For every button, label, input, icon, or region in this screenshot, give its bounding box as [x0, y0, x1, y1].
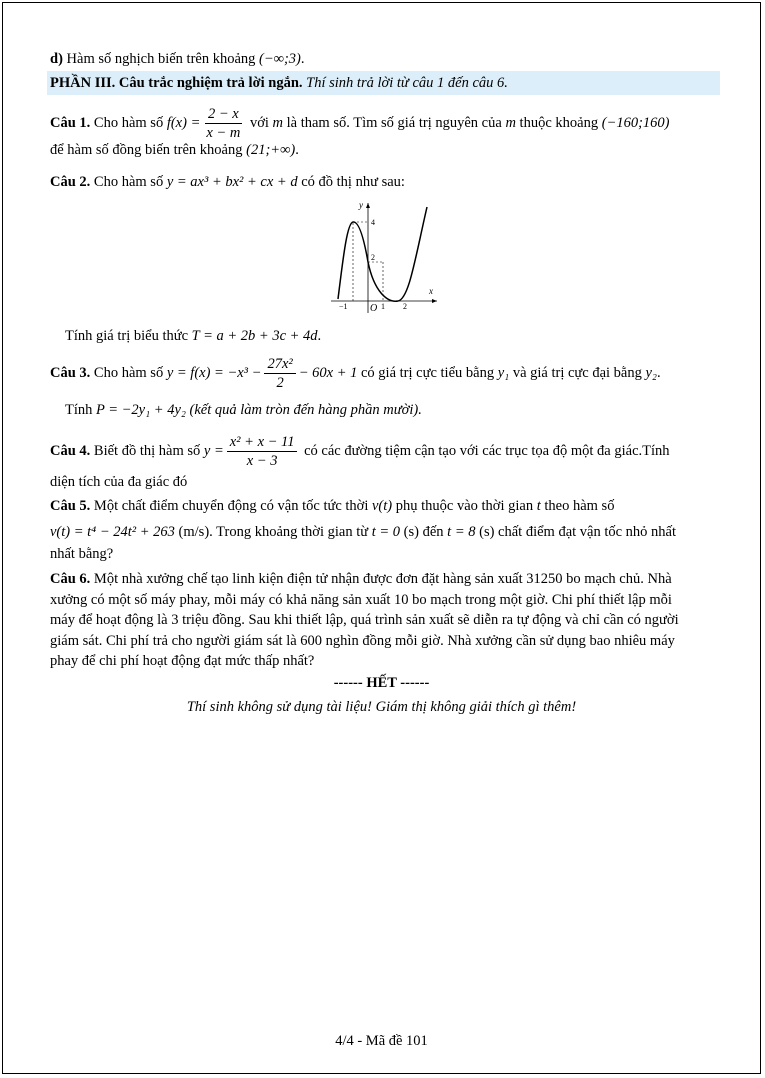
- section-note: Thí sinh trả lời từ câu 1 đến câu 6.: [306, 75, 508, 91]
- question-4-line-1: [50, 431, 714, 471]
- cubic-graph: [329, 199, 441, 315]
- question-3-text-1: Cho hàm số: [93, 365, 164, 381]
- question-6-line-5: [50, 652, 714, 670]
- question-1-text-3: là tham số. Tìm số giá trị nguyên của: [286, 115, 502, 131]
- question-6-label: Câu 6.: [50, 571, 91, 587]
- tick-1: 1: [381, 302, 385, 311]
- question-5-line-2: [50, 523, 714, 541]
- exam-page: [2, 2, 761, 1074]
- question-5-t: t: [536, 498, 541, 514]
- question-2-formula: y = ax³ + bx² + cx + d: [166, 174, 298, 190]
- question-5-text-7: nhất bằng?: [50, 546, 114, 562]
- page-footer: 4/4 - Mã đề 101: [335, 1033, 428, 1049]
- question-1-end: .: [295, 142, 299, 158]
- question-5-text-2: phụ thuộc vào thời gian: [395, 498, 534, 514]
- question-1-text-2: với: [249, 115, 269, 131]
- question-1-param: m: [272, 115, 283, 131]
- question-2-text-2: có đồ thị như sau:: [301, 174, 405, 190]
- y-axis-label: y: [359, 200, 363, 210]
- question-1-param-2: m: [505, 115, 516, 131]
- question-4-label: Câu 4.: [50, 443, 91, 459]
- question-5-t0: t = 0: [371, 524, 401, 540]
- question-5-text-3: theo hàm số: [544, 498, 615, 514]
- question-5-text-1: Một chất điểm chuyển động có vận tốc tức thời: [93, 498, 369, 514]
- question-3-text-3: và giá trị cực đại bằng: [512, 365, 642, 381]
- question-4-lhs: y =: [203, 443, 224, 459]
- question-3-note: (kết quả làm tròn đến hàng phần mười).: [189, 402, 422, 418]
- question-2-line-1: [50, 173, 714, 191]
- question-6-text-5: phay để chi phí hoạt động đạt mức thấp nhất?: [50, 653, 315, 669]
- tick-y-4: 4: [371, 218, 375, 227]
- question-1-line-1: [50, 106, 714, 141]
- question-1-label: Câu 1.: [50, 115, 91, 131]
- question-5-line-1: [50, 497, 714, 515]
- question-1-text-4: thuộc khoảng: [519, 115, 599, 131]
- option-d-interval: (−∞;3): [259, 51, 301, 67]
- question-4-text-1: Biết đồ thị hàm số: [93, 443, 201, 459]
- end-note: Thí sinh không sử dụng tài liệu! Giám thị không giải thích gì thêm!: [186, 699, 577, 715]
- question-6-line-3: [50, 611, 714, 629]
- x-axis-arrow: [432, 299, 437, 303]
- question-3-fraction: [264, 356, 295, 391]
- question-4-text-3: diện tích của đa giác đó: [50, 474, 188, 490]
- question-2-end: .: [317, 328, 322, 344]
- end-marker: ------ HẾT ------: [333, 675, 430, 691]
- question-1-numerator: 2 − x: [205, 106, 242, 124]
- section-title: PHẦN III. Câu trắc nghiệm trả lời ngắn.: [50, 75, 303, 91]
- section-header: [47, 71, 720, 95]
- question-3-line-1: [50, 355, 714, 391]
- x-axis-label: x: [429, 286, 433, 296]
- tick-2: 2: [403, 302, 407, 311]
- question-2-expression: T = a + 2b + 3c + 4d: [191, 328, 318, 344]
- question-3-denominator: 2: [276, 375, 284, 392]
- question-5-formula: v(t) = t⁴ − 24t² + 263: [50, 524, 175, 540]
- tick-y-2: 2: [371, 253, 375, 262]
- question-5-t8: t = 8: [447, 524, 476, 540]
- question-5-text-4: (m/s). Trong khoảng thời gian từ: [178, 524, 369, 540]
- question-4-fraction: [227, 434, 298, 469]
- option-d: [50, 50, 714, 68]
- question-6-line-4: [50, 632, 714, 650]
- question-3-expression: P = −2y₁ + 4y₂: [96, 402, 186, 418]
- question-3-text-2: có giá trị cực tiểu bằng: [361, 365, 495, 381]
- option-d-end: .: [300, 51, 305, 67]
- question-3-y1: y₁: [497, 365, 510, 381]
- question-1-function-lhs: f(x) =: [166, 115, 201, 131]
- question-5-label: Câu 5.: [50, 498, 91, 514]
- origin-label: O: [370, 303, 378, 314]
- question-3-y2: y₂: [645, 365, 657, 381]
- question-2-ask: Tính giá trị biểu thức: [65, 328, 189, 344]
- y-axis-arrow: [366, 203, 370, 208]
- question-4-line-2: [50, 473, 714, 491]
- question-4-text-2: có các đường tiệm cận tạo với các trục tọa độ một đa giác.Tính: [304, 443, 670, 459]
- question-6-text-3: máy để hoạt động là 3 triệu đồng. Sau khi thiết lập, quá trình sản xuất sẽ diễn ra tự động và chỉ cần có người: [50, 612, 679, 628]
- question-4-denominator: x − 3: [246, 453, 278, 470]
- question-3-rhs: − 60x + 1: [298, 365, 358, 381]
- question-6-text-1: Một nhà xưởng chế tạo linh kiện điện tử nhận được đơn đặt hàng sản xuất 31250 bo mạch chủ. Nhà: [93, 571, 672, 587]
- question-6-line-2: [50, 591, 714, 609]
- question-1-interval-2: (21;+∞): [246, 142, 296, 158]
- question-5-text-6: (s) chất điểm đạt vận tốc nhỏ nhất: [479, 524, 677, 540]
- question-4-numerator: x² + x − 11: [227, 434, 298, 452]
- question-1-text-5: để hàm số đồng biến trên khoảng: [50, 142, 243, 158]
- question-6-line-1: [50, 570, 714, 588]
- tick-minus1: −1: [339, 302, 348, 311]
- question-2-text-1: Cho hàm số: [93, 174, 164, 190]
- cubic-curve: [338, 207, 427, 301]
- question-1-denominator: x − m: [206, 125, 241, 142]
- question-2-label: Câu 2.: [50, 174, 91, 190]
- question-3-label: Câu 3.: [50, 365, 91, 381]
- option-d-label: d): [50, 51, 63, 67]
- question-1-line-2: [50, 141, 714, 159]
- question-3-line-2: [65, 401, 714, 419]
- question-1-fraction: [203, 106, 243, 141]
- question-6-text-4: giám sát. Chi phí trả cho người giám sát là 600 nghìn đồng mỗi giờ. Nhà xưởng cần sử dụng bao nhiêu máy: [50, 633, 675, 649]
- question-1-text-1: Cho hàm số: [93, 115, 164, 131]
- question-3-numerator: 27x²: [264, 356, 295, 374]
- option-d-text: Hàm số nghịch biến trên khoảng: [66, 51, 256, 67]
- question-3-end: .: [656, 365, 661, 381]
- question-3-ask: Tính: [65, 402, 93, 418]
- question-3-lhs: y = f(x) = −x³ −: [166, 365, 262, 381]
- question-5-vt: v(t): [372, 498, 393, 514]
- question-6-text-2: xưởng có một số máy phay, mỗi máy có khả năng sản xuất 10 bo mạch trong một giờ. Chi phí thiết lập mỗi: [50, 592, 672, 608]
- question-5-text-5: (s) đến: [403, 524, 444, 540]
- question-2-line-2: [65, 327, 714, 345]
- question-1-interval: (−160;160): [601, 115, 670, 131]
- question-5-line-3: [50, 545, 714, 563]
